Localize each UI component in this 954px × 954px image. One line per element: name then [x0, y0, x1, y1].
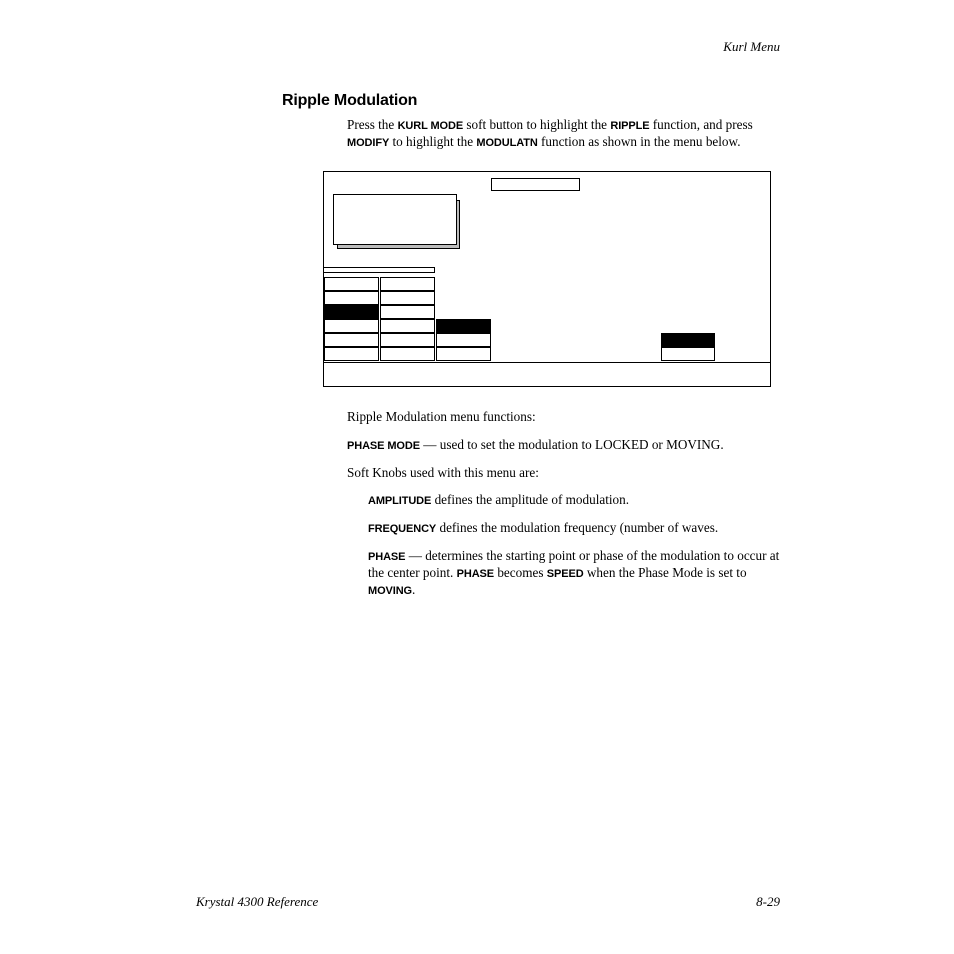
soft-button-1-5[interactable] [324, 333, 379, 347]
soft-button-3-1-selected[interactable] [436, 319, 491, 333]
modify-keyword: MODIFY [347, 137, 390, 149]
intro-text-4: to highlight the [389, 134, 477, 149]
intro-paragraph [347, 117, 787, 151]
soft-button-1-3-selected[interactable] [324, 305, 379, 319]
intro-text-2: soft button to highlight the [463, 117, 611, 132]
intro-text-5: function as shown in the menu below. [537, 134, 741, 149]
phase-keyword: PHASE [368, 551, 406, 563]
menu-title-bar [491, 178, 580, 191]
soft-button-2-5[interactable] [380, 333, 435, 347]
soft-button-3-3[interactable] [436, 347, 491, 361]
menu-header-strip [324, 267, 435, 273]
phase-keyword-2: PHASE [456, 568, 495, 580]
soft-button-2-2[interactable] [380, 291, 435, 305]
footer-title: Krystal 4300 Reference [196, 894, 319, 909]
soft-button-2-6[interactable] [380, 347, 435, 361]
ripple-keyword: RIPPLE [610, 120, 650, 132]
section-title: Ripple Modulation [282, 92, 418, 109]
phase-paragraph [368, 548, 788, 599]
phase-mode-text: — used to set the modulation to LOCKED or MOVING. [419, 437, 724, 452]
menu-diagram [323, 171, 771, 387]
intro-text-3: function, and press [649, 117, 753, 132]
soft-button-1-2[interactable] [324, 291, 379, 305]
phase-mode-keyword: PHASE MODE [347, 440, 420, 452]
frequency-text: defines the modulation frequency (number of waves. [436, 520, 719, 535]
kurl-mode-keyword: KURL MODE [397, 120, 464, 132]
functions-intro: Ripple Modulation menu functions: [347, 409, 536, 424]
amplitude-paragraph [368, 492, 788, 509]
amplitude-keyword: AMPLITUDE [368, 495, 432, 507]
soft-button-2-1[interactable] [380, 277, 435, 291]
soft-button-1-1[interactable] [324, 277, 379, 291]
speed-keyword: SPEED [546, 568, 584, 580]
soft-button-1-6[interactable] [324, 347, 379, 361]
soft-knobs-intro: Soft Knobs used with this menu are: [347, 465, 539, 480]
amplitude-text: defines the amplitude of modulation. [431, 492, 630, 507]
phase-text-2: becomes [494, 565, 547, 580]
soft-button-4-2[interactable] [661, 347, 715, 361]
soft-button-2-3[interactable] [380, 305, 435, 319]
running-header: Kurl Menu [723, 39, 780, 54]
frequency-paragraph [368, 520, 788, 537]
moving-keyword: MOVING [368, 585, 413, 597]
phase-text-1: — determines the starting point or phase of the modulation to occur at the center point. [368, 548, 780, 580]
menu-panel [333, 194, 457, 245]
page-number: 8-29 [756, 894, 780, 909]
menu-divider [324, 362, 770, 363]
soft-button-3-2[interactable] [436, 333, 491, 347]
soft-button-4-1-selected[interactable] [661, 333, 715, 347]
frequency-keyword: FREQUENCY [368, 523, 437, 535]
phase-text-3: when the Phase Mode is set to [583, 565, 747, 580]
soft-button-1-4[interactable] [324, 319, 379, 333]
phase-mode-paragraph [347, 437, 787, 454]
intro-text-1: Press the [347, 117, 398, 132]
soft-button-2-4[interactable] [380, 319, 435, 333]
phase-text-4: . [412, 582, 416, 597]
modulatn-keyword: MODULATN [476, 137, 538, 149]
